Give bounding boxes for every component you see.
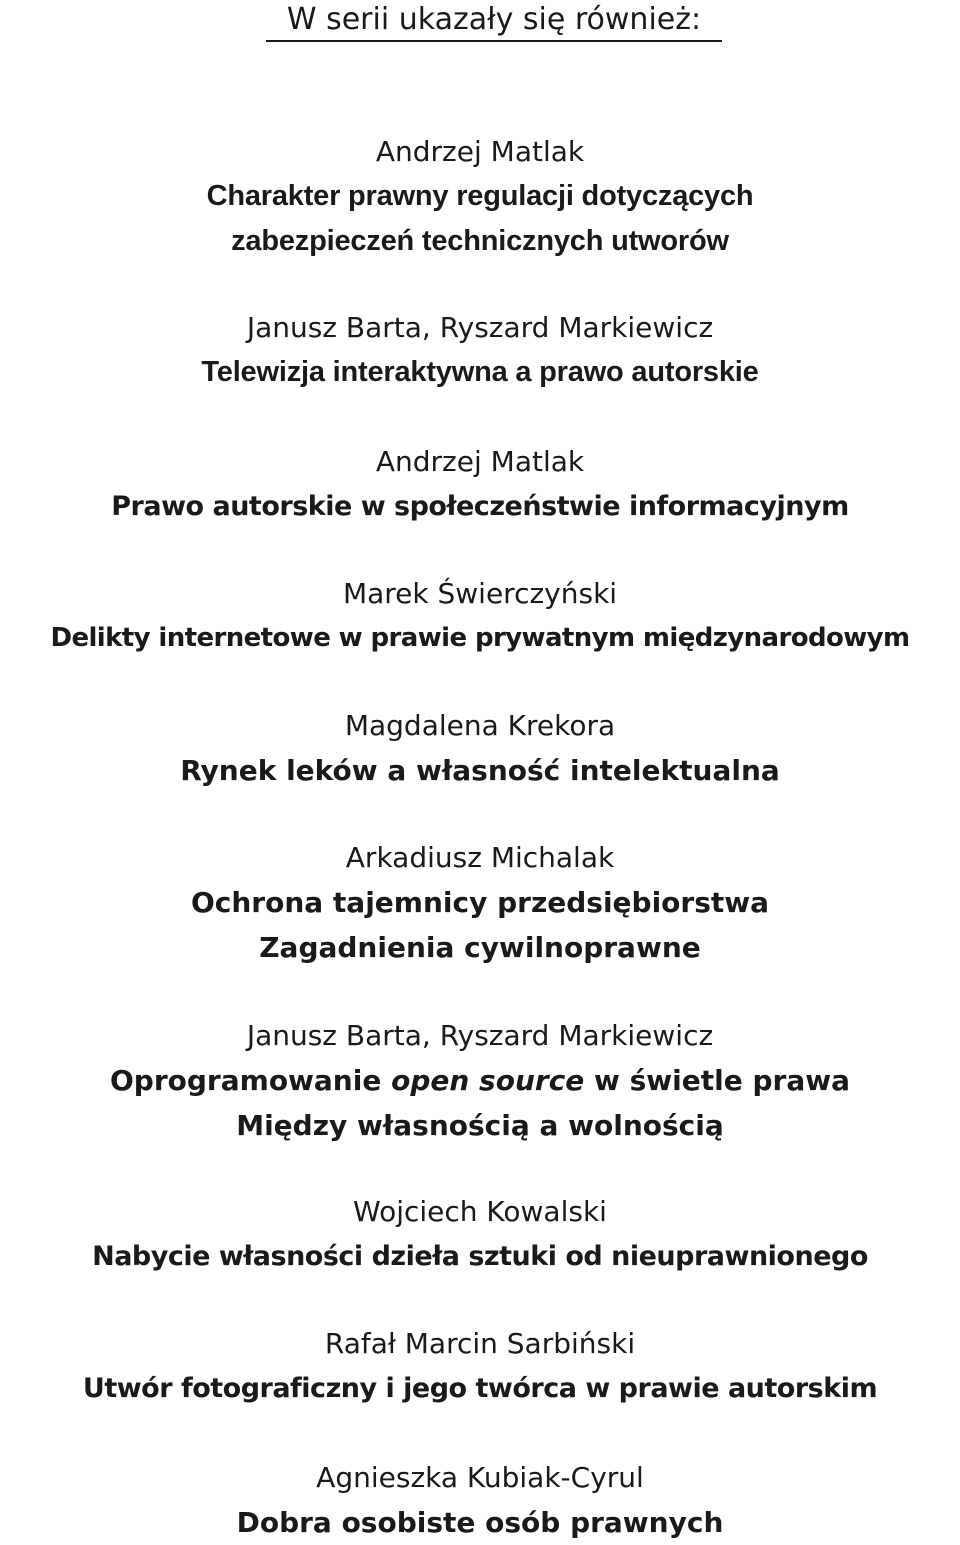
- book-entry-3: [0, 440, 960, 529]
- title-part: w świetle prawa: [584, 1064, 850, 1097]
- book-entry-1: [0, 130, 960, 264]
- book-entry-4: [0, 572, 960, 661]
- book-entry-2: [0, 306, 960, 395]
- book-title: Prawo autorskie w społeczeństwie informacyjnym: [111, 491, 849, 522]
- book-title: Między własnością a wolnością: [236, 1109, 724, 1142]
- book-author: Rafał Marcin Sarbiński: [324, 1327, 636, 1360]
- book-entry-10: [0, 1456, 960, 1545]
- book-title: Delikty internetowe w prawie prywatnym międzynarodowym: [50, 623, 910, 653]
- book-entry-6: [0, 836, 960, 970]
- book-author: Magdalena Krekora: [344, 709, 616, 742]
- book-title: Telewizja interaktywna a prawo autorskie: [201, 356, 759, 388]
- book-author: Marek Świerczyński: [342, 577, 618, 610]
- book-author: Wojciech Kowalski: [353, 1195, 607, 1228]
- book-entry-9: [0, 1322, 960, 1411]
- book-author: Agnieszka Kubiak-Cyrul: [316, 1461, 644, 1494]
- series-heading: W serii ukazały się również:: [266, 0, 722, 42]
- title-part-italic: open source: [391, 1064, 585, 1097]
- book-title: Nabycie własności dzieła sztuki od nieuprawnionego: [92, 1241, 868, 1272]
- book-title: Utwór fotograficzny i jego twórca w prawie autorskim: [82, 1373, 878, 1404]
- book-entry-7: [0, 1014, 960, 1148]
- book-title: Dobra osobiste osób prawnych: [236, 1506, 724, 1539]
- book-title: Zagadnienia cywilnoprawne: [259, 931, 701, 964]
- book-title: Ochrona tajemnicy przedsiębiorstwa: [190, 886, 770, 919]
- book-title: zabezpieczeń technicznych utworów: [231, 225, 729, 257]
- book-author: Janusz Barta, Ryszard Markiewicz: [246, 311, 714, 344]
- book-author: Andrzej Matlak: [375, 445, 585, 478]
- book-author: Andrzej Matlak: [375, 135, 585, 168]
- book-entry-8: [0, 1190, 960, 1279]
- title-part: Oprogramowanie: [110, 1064, 392, 1097]
- book-title: [0, 1058, 960, 1103]
- book-author: Arkadiusz Michalak: [345, 841, 615, 874]
- book-author: Janusz Barta, Ryszard Markiewicz: [246, 1019, 714, 1052]
- book-title: Charakter prawny regulacji dotyczących: [206, 180, 754, 212]
- book-entry-5: [0, 704, 960, 793]
- book-title: Rynek leków a własność intelektualna: [180, 754, 780, 787]
